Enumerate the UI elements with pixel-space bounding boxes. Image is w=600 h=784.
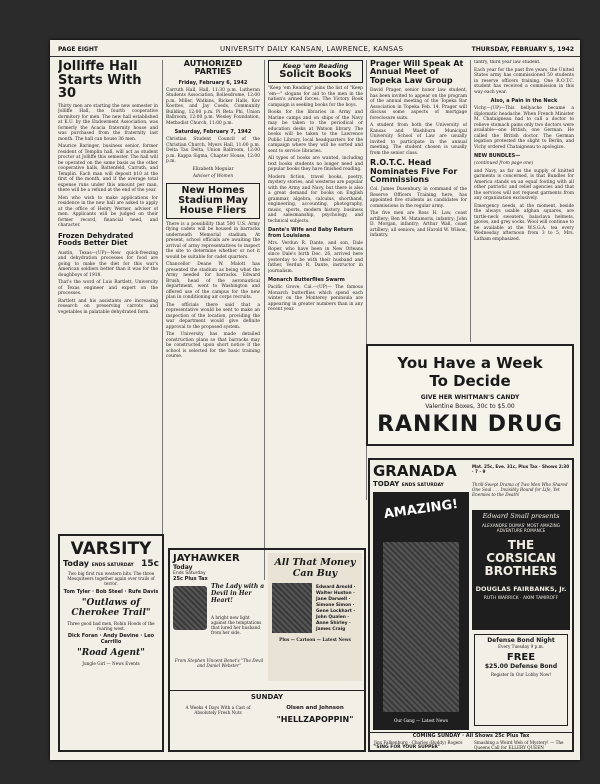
headline-parties: AUTHORIZED PARTIES: [183, 60, 243, 77]
headline-stadium: New Homes Stadium May House Fliers: [178, 184, 248, 216]
ticket-prices: Mat. 25c, Eve. 31c, Plus Tax · Shows 2:30 · 7 · 9: [472, 464, 570, 475]
newspaper-page: [50, 40, 580, 760]
film-star: DOUGLAS FAIRBANKS, Jr.: [475, 584, 567, 593]
ad-store-name: RANKIN DRUG: [377, 412, 563, 437]
article-paragraph: Books for the libraries in Army and Marine camps and on ships of the Navy may be taken to the periodical or education desks at Watson library. The books will be taken to the Lawrence Public Library, local headquarters for the campaign where they will be sorted and sent to service libraries.: [268, 110, 363, 154]
actress-portrait-image: [173, 586, 207, 630]
article-paragraph: Thirty men are starting the new semester in Jolliffe Hall, the fourth cooperative dormitory for men. The new hall established at K.U. by the Endowment Association, was formerly the Acacia fraternity house and was purchased from the fraternity last month. The hall can house 36 men.: [58, 103, 158, 142]
ad-copy: A Weeks 4 Days With a Cast of Absolutely Fresh Nuts: [185, 705, 251, 716]
amazing-headline: AMAZING!: [382, 496, 460, 523]
bond-schedule: Every Tuesday 9 p.m.: [498, 644, 544, 649]
column-3: [268, 60, 363, 548]
article-paragraph: Chancellor Deane W. Malott has presented the stadium as being what the Army needed for barracks. Edward Brush, head of the aeronautical department, went to Washington and offered use of the campus for the new plan in conditioning air corps recruits.: [166, 262, 260, 301]
coming-film: "SING FOR YOUR SUPPER": [374, 745, 441, 750]
headline-jolliffe: Jolliffe Hall Starts With 30: [58, 60, 142, 102]
film-title: THE CORSICAN BROTHERS: [484, 538, 558, 579]
party-date: Friday, February 6, 1942: [178, 79, 248, 86]
party-date: Saturday, February 7, 1942: [174, 129, 252, 136]
article-paragraph: That's the word of Luis Bartlett, University of Texas engineer and expert on the processes.: [58, 280, 158, 297]
article-paragraph: Mrs. Verdun R. Dante, and son, Dale Roper, who have been in New Orleans since Dale's birth Dec. 26, arrived here yesterday to be with their husband and father, Verdun R. Dante, instructor in journalism.: [268, 241, 363, 274]
theater-name: JAYHAWKER: [173, 553, 240, 564]
bond-register: Register In Our Lobby Now!: [490, 672, 552, 678]
article-paragraph: Maurice Baringer, business senior, former resident of Templin hall, will act as student proctor at Jolliffe this semester. The hall will be operated on the same basis as the other cooperative halls, Battenfeld, Carruth, and Templin. Each man will deposit $10 at the first of the month, and if the average total expense runs under this amount per man, there will be a refund at the end of the year.: [58, 144, 158, 194]
ad-footer: Jungle Girl — News Events: [82, 661, 140, 667]
jayhawker-theater-ad: [168, 548, 366, 752]
price-label: 25c Plus Tax: [173, 576, 208, 582]
ends-label: ENDS SATURDAY: [401, 483, 444, 488]
today-label: TODAY: [373, 480, 400, 488]
article-paragraph: Men who wish to make applications for residence in the new hall are asked to apply at the office of Henry Werner, adviser of men. Applicants will be judged on their former record, financial need, and character.: [58, 195, 158, 229]
film-title: "HELLZAPOPPIN": [276, 715, 354, 724]
party-list: Carruth Hall, Hall, 11:30 p.m. Lutheran Students Association, Bollesdrome, 12:00 p.m. Miller, Watkins, Ricker Halls, Kov Koottes, and Jay Coeds, Community Building, 12:00 p.m. Pi Beta Phi, Union Ballroom, 12:00 p.m. Wesley Foundation, Methodist Church, 11:00 p.m.: [166, 87, 260, 126]
article-paragraph: David Prager, senior honor law student, has been invited to appear on the program of the annual meeting of the Topeka Bar Association in Topeka Feb. 14. Prager will discuss some aspects of mortgage foreclosure suits.: [370, 88, 467, 121]
bond-title: Defense Bond Night: [487, 637, 555, 644]
article-paragraph: Each year for the past five years, the United States army has commissioned 50 students in reserve officers training. One R.O.T.C. student has received a commission in this way each year.: [474, 67, 574, 95]
cast-list: Dick Foran · Andy Devine · Leo Carrillo: [67, 633, 155, 646]
theater-name: GRANADA: [373, 462, 457, 480]
ad-footer: Our Gang — Latest News: [393, 718, 448, 723]
article-paragraph: Modern fiction, travel books, poetry, mystery stories, and westerns are popular with the Army and Navy, but there is also a great demand for books on English grammar, algebra, calculus, shorthand, engineering, accounting, photography, music, sports, modern history, business and salesmanship, psychology, and technical subjects.: [268, 174, 363, 224]
column-2: [166, 60, 260, 580]
cast-list: Tom Tyler · Bob Steel · Rufe Davis: [63, 589, 159, 596]
ad-line: To Decide: [429, 372, 511, 390]
ad-source: From Stephen Vincent Benet's "The Devil and Daniel Webster": [174, 658, 264, 669]
article-paragraph: Bartlett and his assistants are increasing research on preserving carrots and vegetables in palatable dehydrated form.: [58, 298, 158, 315]
column-rule: [470, 60, 471, 342]
ad-copy: A bright new light against the temptations that lured her husband from her side.: [211, 615, 262, 636]
coming-mystery: Smashing a Weird Web of Mystery! — The Queens Call for ELLERY QUEEN: [474, 740, 564, 751]
headline-rotc: R.O.T.C. Head Nominates Five For Commissions: [370, 158, 458, 184]
headline-solicit-books: Solicit Books: [279, 68, 352, 80]
coming-cast: Jinx Falkenburg · Charles (Buddy) Rogers: [374, 740, 463, 745]
headline-butterflies: Monarch Butterflies Swarm: [268, 277, 345, 284]
producer-credit: Edward Small presents: [482, 512, 560, 520]
ad-line: GIVE HER WHITMAN'S CANDY: [420, 394, 520, 401]
ad-promo: Thrill-Swept Drama of Two Men Who Shared One Soul . . . Invisibly Bound for Life, Yet Enemies to the Death!: [472, 482, 568, 498]
rankin-drug-ad: [366, 344, 574, 446]
film-title: All That Money Can Buy: [274, 557, 356, 579]
headline-prager: Prager Will Speak At Annual Meet of Topeka Law Group: [370, 60, 464, 85]
issue-date: THURSDAY, FEBRUARY 5, 1942: [471, 46, 574, 53]
theater-name: VARSITY: [70, 539, 152, 559]
signature-name: Elizabeth Meguiar: [192, 166, 234, 172]
ad-copy: ALEXANDRE DUMAS' MOST AMAZING ADVENTURE ROMANCE: [481, 523, 560, 534]
column-5: [474, 60, 574, 342]
article-paragraph: The officials there said that a representative would be sent to make an inspection of the location, providing the war department would give definite approval to the proposed system.: [166, 302, 260, 330]
headline-pain-neck: Also, a Pain in the Neck: [490, 98, 558, 104]
column-4: [370, 60, 467, 342]
signature-title: Adviser of Women: [192, 174, 234, 180]
kicker-keep-reading: Keep 'em Reading: [282, 62, 349, 70]
article-paragraph: Pacific Grove, Cal.—(UP)— The famous Monarch butterflies which spend each winter on the Monterey peninsula are appearing in greater numbers than in any recent year.: [268, 285, 363, 313]
coming-sunday: COMING SUNDAY · All Shows 25c Plus Tax: [412, 733, 530, 739]
cast-list: Edward Arnold · Walter Huston · Jane Darwell · Simone Simon · Gene Lockhart · John Qualen · Anne Shirley · James Craig: [316, 585, 356, 632]
film-costars: RUTH WARRICK · AKIM TAMIROFF: [483, 595, 559, 601]
ad-copy: Three good bad men, Robin Hoods of the roaring west.: [67, 621, 155, 632]
party-list: Christian Student Council of the Christian Church, Myers Hall, 11:00 p.m. Delta Tau Delta, Union Ballroom, 12:00 p.m. Kappa Sigma, Chapter House, 12:00 p.m.: [166, 137, 260, 165]
ad-line: Valentine Boxes, 30c to $5.00: [425, 403, 515, 410]
article-paragraph: Vichy—(UP)—This bellyache became a diplomatic headache. When French Minister M. Chataigneau had to call a doctor to relieve stomach pains only two doctors were available—one British, one German. He called the British doctor. The German legation protested the slight to Berlin, and Vichy ordered Chataigneau to apologize.: [474, 106, 574, 150]
bond-amount: $25.00 Defense Bond: [484, 663, 558, 671]
article-paragraph: The University has made detailed construction plans so that barracks may be constructed upon short notice if the school is selected for the basic training course.: [166, 332, 260, 360]
article-paragraph: and Navy, as far as the supply of knitted garments is concerned, is that Bundles for America stands on an equal footing with all other patriotic and relief agencies and that the services will not request garments from any organization exclusively.: [474, 168, 574, 201]
ad-stars: Olsen and Johnson: [286, 705, 344, 711]
price-label: 15c: [141, 559, 159, 569]
column-rule: [264, 60, 265, 580]
headline-dante: Dante's Wife and Baby Return from Louisiana: [268, 227, 353, 240]
article-paragraph: "Keep 'em Reading" joins the list of "Keep 'em—" slogans for aid to the men in the nation's armed forces. The Victory Book campaign is seeking books for the boys.: [268, 86, 363, 108]
article-paragraph: All types of books are wanted, including text books students no longer need and popular books they have finished reading.: [268, 156, 363, 173]
continued-note: (continued from page one): [474, 161, 534, 166]
headline-frozen-foods: Frozen Dehydrated Foods Better Diet: [58, 231, 134, 248]
column-1: [58, 60, 158, 548]
ends-label: ENDS SATURDAY: [91, 563, 134, 568]
free-label: FREE: [506, 652, 536, 664]
paper-name: UNIVERSITY DAILY KANSAN, LAWRENCE, KANSAS: [220, 45, 404, 53]
today-label: Today: [63, 559, 89, 568]
ad-tagline: The Lady with a Devil in Her Heart!: [211, 583, 265, 604]
film-title: "Outlaws of Cherokee Trail": [71, 598, 151, 619]
ends-label: Ends Saturday: [173, 571, 206, 576]
cast-photo-image: [272, 583, 312, 633]
masthead: [50, 42, 580, 57]
article-paragraph: A student from both the University of Kansas and Washburn Municipal University School of Law are usually invited to participate in the annual meeting. The student chosen is usually from the senior class.: [370, 123, 467, 156]
ad-footer: Plus — Cartoon — Latest News: [279, 637, 351, 642]
today-label: Today: [173, 564, 193, 571]
actor-portrait-image: [383, 542, 459, 712]
defense-bond-box: [474, 634, 568, 726]
article-paragraph: Col. James Dusenbury, in command of the Reserve Officers Training here, has appointed five students as candidates for commissions in the regular army.: [370, 187, 467, 209]
film-title: "Road Agent": [77, 648, 145, 659]
granada-theater-ad: [368, 458, 574, 752]
page-number: PAGE EIGHT: [58, 46, 98, 53]
sunday-label: SUNDAY: [250, 693, 284, 701]
article-paragraph: The five men are Ross H. Law, coast artillery; Ben M. Matamoris, infantry; John D. Morgan, infantry; Arthur Wall, coast artillery; all seniors; and Harold W. Wilson, infantry.: [370, 211, 467, 239]
headline-new-bundles: NEW BUNDLES—: [474, 153, 521, 159]
article-paragraph: There is a possibility that 500 U.S. Army flying cadets will be housed in barracks underneath Memorial stadium. At present, school officials are awaiting the arrival of army representatives to inspect the site to determine whether or not it would be suitable for cadet quarters.: [166, 221, 260, 260]
ad-line: You Have a Week: [397, 354, 543, 372]
varsity-theater-ad: [58, 534, 164, 752]
article-paragraph: fantry, third year law student.: [474, 60, 541, 65]
article-paragraph: Emergency needs, at the moment, beside the always usable afghan squares, are turtle-neck sweaters, balaclava helmets, gloves, and grey socks. Wool will continue to be available at the W.S.G.A. tea every Wednesday afternoon from 3 to 5, Mrs. Latham emphasized.: [474, 203, 574, 242]
ad-copy: Two big first run western hits. The three Mesquiteers together again over trails of terror.: [67, 571, 155, 587]
article-paragraph: Austin, Texas—(UP)—New quick-freezing and dehydration processes for food are going to make the diet for this war's American soldiers better than it was for the doughboys of 1918.: [58, 250, 158, 278]
